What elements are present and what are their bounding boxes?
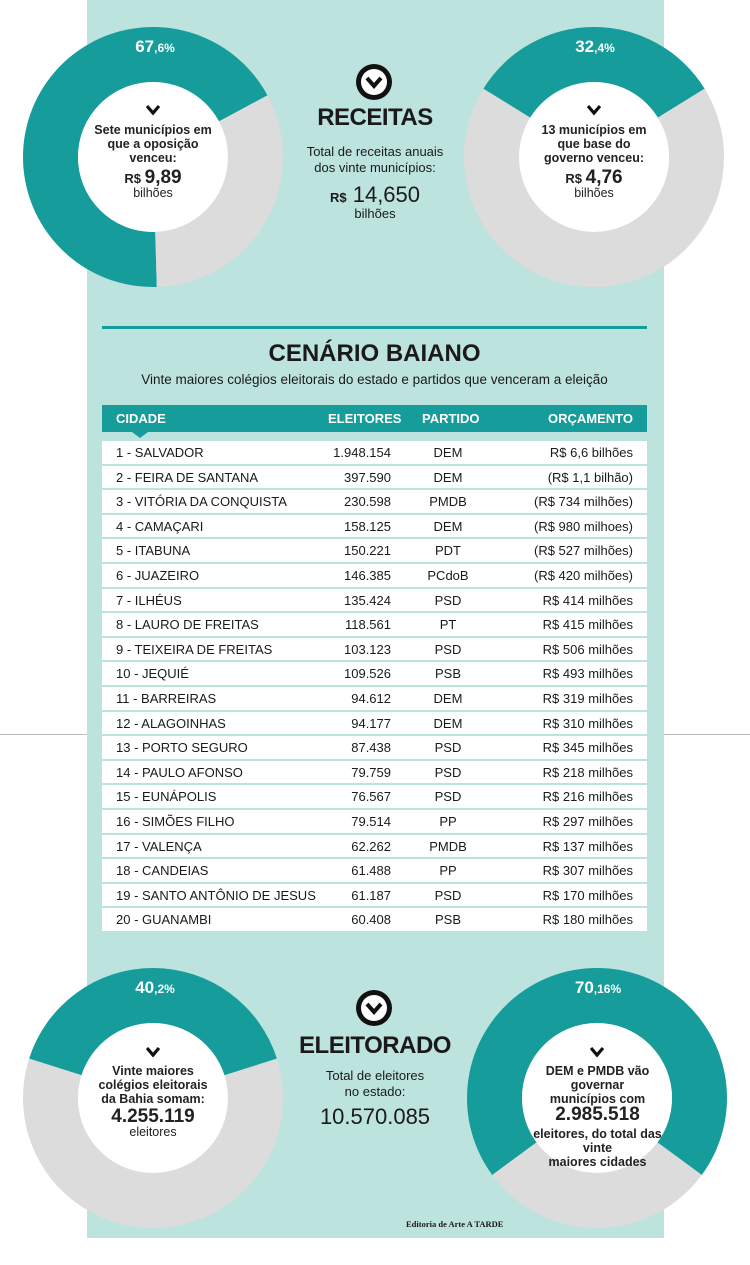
table-body	[102, 441, 647, 933]
table-row: 17 - VALENÇA 62.262 PMDB R$ 137 milhões	[102, 835, 647, 858]
table-row: 7 - ILHÉUS 135.424 PSD R$ 414 milhões	[102, 589, 647, 612]
donut-opposition-text: Sete municípios em que a oposição venceu: R$ 9,89 bilhões	[94, 123, 212, 200]
table-row: 3 - VITÓRIA DA CONQUISTA 230.598 PMDB (R$ 734 milhões)	[102, 490, 647, 513]
donut-government-text: 13 municípios em que base do governo venceu: R$ 4,76 bilhões	[541, 123, 647, 200]
pct-label-top20: 40,2%	[135, 978, 175, 997]
header-budget: ORÇAMENTO	[548, 411, 633, 426]
table-row: 13 - PORTO SEGURO 87.438 PSD R$ 345 milhões	[102, 736, 647, 759]
section-title: CENÁRIO BAIANO	[268, 340, 481, 367]
table-header	[102, 405, 647, 432]
header-notch	[132, 432, 148, 438]
chevron-circle-icon	[354, 62, 394, 102]
table-row: 12 - ALAGOINHAS 94.177 DEM R$ 310 milhões	[102, 712, 647, 735]
pct-label-dem-pmdb: 70,16%	[574, 978, 622, 997]
chevron-down-icon	[146, 1046, 160, 1058]
pct-label-opposition: 67,6%	[135, 37, 175, 56]
header-voters: ELEITORES	[328, 411, 402, 426]
chevron-down-icon	[590, 1046, 604, 1058]
table-row: 14 - PAULO AFONSO 79.759 PSD R$ 218 milhões	[102, 761, 647, 784]
receitas-title: RECEITAS	[317, 104, 433, 131]
table-row: 6 - JUAZEIRO 146.385 PCdoB (R$ 420 milhões)	[102, 564, 647, 587]
section-rule	[102, 326, 647, 329]
table-row: 16 - SIMÕES FILHO 79.514 PP R$ 297 milhões	[102, 810, 647, 833]
donut-top20-text: Vinte maiores colégios eleitorais da Bahia somam: 4.255.119 eleitores	[98, 1064, 208, 1139]
section-subtitle: Vinte maiores colégios eleitorais do estado e partidos que venceram a eleição	[141, 372, 608, 387]
credit: Editoria de Arte A TARDE	[406, 1219, 504, 1229]
chevron-down-icon	[146, 104, 160, 116]
pct-label-government: 32,4%	[575, 37, 615, 56]
table-row: 8 - LAURO DE FREITAS 118.561 PT R$ 415 milhões	[102, 613, 647, 636]
eleitorado-block: ELEITORADO Total de eleitores no estado: 10.570.085	[295, 1032, 455, 1130]
header-city: CIDADE	[116, 411, 166, 426]
receitas-block: RECEITAS Total de receitas anuais dos vinte municípios: R$ 14,650 bilhões	[300, 104, 450, 221]
table-row: 19 - SANTO ANTÔNIO DE JESUS 61.187 PSD R$ 170 milhões	[102, 884, 647, 907]
table-row: 15 - EUNÁPOLIS 76.567 PSD R$ 216 milhões	[102, 785, 647, 808]
table-row: 11 - BARREIRAS 94.612 DEM R$ 319 milhões	[102, 687, 647, 710]
table-row: 18 - CANDEIAS 61.488 PP R$ 307 milhões	[102, 859, 647, 882]
chevron-circle-icon	[354, 988, 394, 1028]
table-row: 10 - JEQUIÉ 109.526 PSB R$ 493 milhões	[102, 662, 647, 685]
table-row: 9 - TEIXEIRA DE FREITAS 103.123 PSD R$ 506 milhões	[102, 638, 647, 661]
table-row: 5 - ITABUNA 150.221 PDT (R$ 527 milhões)	[102, 539, 647, 562]
chevron-down-icon	[587, 104, 601, 116]
table-row: 4 - CAMAÇARI 158.125 DEM (R$ 980 milhoes)	[102, 515, 647, 538]
table-row: 20 - GUANAMBI 60.408 PSB R$ 180 milhões	[102, 908, 647, 931]
header-party: PARTIDO	[422, 411, 480, 426]
table-row: 2 - FEIRA DE SANTANA 397.590 DEM (R$ 1,1 bilhão)	[102, 466, 647, 489]
eleitorado-title: ELEITORADO	[299, 1032, 451, 1059]
table-row: 1 - SALVADOR 1.948.154 DEM R$ 6,6 bilhões	[102, 441, 647, 464]
donut-dem-pmdb-text: DEM e PMDB vão governar municípios com 2.985.518 eleitores, do total das vinte maiores cidades	[533, 1064, 662, 1169]
